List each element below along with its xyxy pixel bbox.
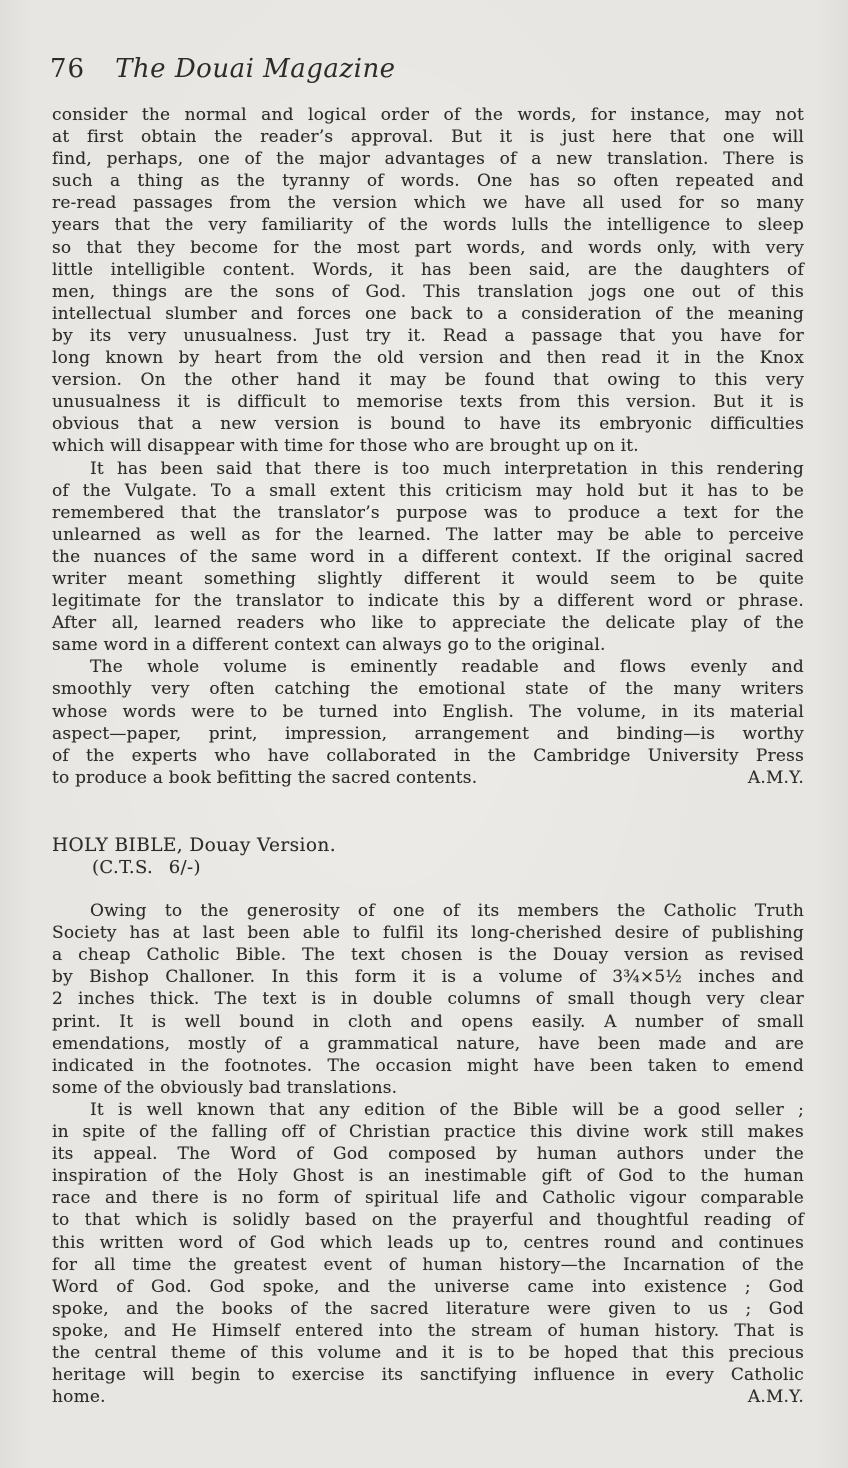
text-line: of the experts who have collaborated in the Cambridge University Press — [52, 745, 804, 766]
text-line: race and there is no form of spiritual life and Catholic vigour comparable — [52, 1188, 804, 1209]
text-line: the nuances of the same word in a different context. If the original sacred — [52, 546, 804, 567]
text-line: by its very unusualness. Just try it. Read a passage that you have for — [52, 325, 804, 346]
text-line: for all time the greatest event of human history—the Incarnation of the — [52, 1254, 804, 1275]
paragraph — [52, 1099, 804, 1408]
text-line — [52, 767, 804, 789]
review-title: HOLY BIBLE, Douay Version. — [52, 834, 336, 856]
text-line: find, perhaps, one of the major advantages of a new translation. There is — [52, 149, 804, 170]
text-line: the central theme of this volume and it is to be hoped that this precious — [52, 1342, 804, 1363]
text-line: aspect—paper, print, impression, arrangement and binding—is worthy — [52, 723, 804, 744]
paragraph — [52, 900, 804, 1099]
text-line: legitimate for the translator to indicate this by a different word or phrase. — [52, 591, 804, 612]
text-line: emendations, mostly of a grammatical nature, have been made and are — [52, 1033, 804, 1054]
text-line: so that they become for the most part words, and words only, with very — [52, 237, 804, 258]
text-line: print. It is well bound in cloth and opens easily. A number of small — [52, 1011, 804, 1032]
text-line: After all, learned readers who like to appreciate the delicate play of the — [52, 613, 804, 634]
text-line: Owing to the generosity of one of its members the Catholic Truth — [90, 901, 804, 922]
text-line: men, things are the sons of God. This translation jogs one out of this — [52, 281, 804, 302]
text-line: The whole volume is eminently readable and flows evenly and — [90, 657, 804, 678]
text-line: at first obtain the reader’s approval. But it is just here that one will — [52, 127, 804, 148]
text-line: It has been said that there is too much interpretation in this rendering — [90, 458, 804, 479]
text-line: Word of God. God spoke, and the universe came into existence ; God — [52, 1276, 804, 1297]
text-line: home. — [52, 1387, 106, 1408]
text-line: inspiration of the Holy Ghost is an inestimable gift of God to the human — [52, 1166, 804, 1187]
magazine-title: The Douai Magazine — [115, 54, 396, 84]
paragraph — [52, 458, 804, 657]
text-line: such a thing as the tyranny of words. One has so often repeated and — [52, 171, 804, 192]
text-line: this written word of God which leads up to, centres round and continues — [52, 1232, 804, 1253]
paragraph — [52, 656, 804, 789]
text-line: whose words were to be turned into English. The volume, in its material — [52, 701, 804, 722]
article-text — [52, 104, 804, 1408]
text-line: 2 inches thick. The text is in double columns of small though very clear — [52, 989, 804, 1010]
text-line: Society has at last been able to fulfil its long-cherished desire of publishing — [52, 923, 804, 944]
text-line: little intelligible content. Words, it has been said, are the daughters of — [52, 259, 804, 280]
signature-initials: A.M.Y. — [747, 767, 804, 788]
text-line: long known by heart from the old version and then read it in the Knox — [52, 348, 804, 369]
text-line: indicated in the footnotes. The occasion might have been taken to emend — [52, 1055, 804, 1076]
text-line: its appeal. The Word of God composed by human authors under the — [52, 1144, 804, 1165]
text-line: same word in a different context can always go to the original. — [52, 635, 606, 656]
text-line: unlearned as well as for the learned. The latter may be able to perceive — [52, 524, 804, 545]
text-line: unusualness it is difficult to memorise texts from this version. But it is — [52, 392, 804, 413]
text-line: intellectual slumber and forces one back to a consideration of the meaning — [52, 303, 804, 324]
text-line: writer meant something slightly different it would seem to be quite — [52, 568, 804, 589]
review-holy-bible — [52, 900, 804, 1408]
text-line: It is well known that any edition of the Bible will be a good seller ; — [90, 1099, 804, 1120]
review-knox-translation — [52, 104, 804, 789]
text-line: version. On the other hand it may be found that owing to this very — [52, 370, 804, 391]
review-publisher-price: (C.T.S. 6/-) — [92, 857, 201, 878]
text-line: which will disappear with time for those who are brought up on it. — [52, 436, 639, 457]
text-line: by Bishop Challoner. In this form it is a volume of 3¾×5½ inches and — [52, 967, 804, 988]
text-line: re-read passages from the version which we have all used for so many — [52, 193, 804, 214]
paragraph — [52, 104, 804, 458]
page-number: 76 — [50, 54, 86, 84]
text-line: smoothly very often catching the emotional state of the many writers — [52, 679, 804, 700]
text-line: to that which is solidly based on the prayerful and thoughtful reading of — [52, 1210, 804, 1231]
text-line: years that the very familiarity of the words lulls the intelligence to sleep — [52, 215, 804, 236]
text-line: a cheap Catholic Bible. The text chosen is the Douay version as revised — [52, 945, 804, 966]
text-line: of the Vulgate. To a small extent this criticism may hold but it has to be — [52, 480, 804, 501]
text-line: in spite of the falling off of Christian practice this divine work still makes — [52, 1122, 804, 1143]
text-line: some of the obviously bad translations. — [52, 1077, 398, 1098]
text-line: spoke, and the books of the sacred literature were given to us ; God — [52, 1298, 804, 1319]
signature-initials: A.M.Y. — [747, 1387, 804, 1408]
text-line — [52, 1386, 804, 1408]
text-line: remembered that the translator’s purpose was to produce a text for the — [52, 502, 804, 523]
text-line: heritage will begin to exercise its sanctifying influence in every Catholic — [52, 1365, 804, 1386]
text-line: consider the normal and logical order of the words, for instance, may not — [52, 105, 804, 125]
text-line: spoke, and He Himself entered into the stream of human history. That is — [52, 1320, 804, 1341]
text-line: obvious that a new version is bound to have its embryonic difficulties — [52, 414, 804, 435]
page-header — [50, 54, 396, 84]
text-line: to produce a book befitting the sacred contents. — [52, 767, 478, 788]
